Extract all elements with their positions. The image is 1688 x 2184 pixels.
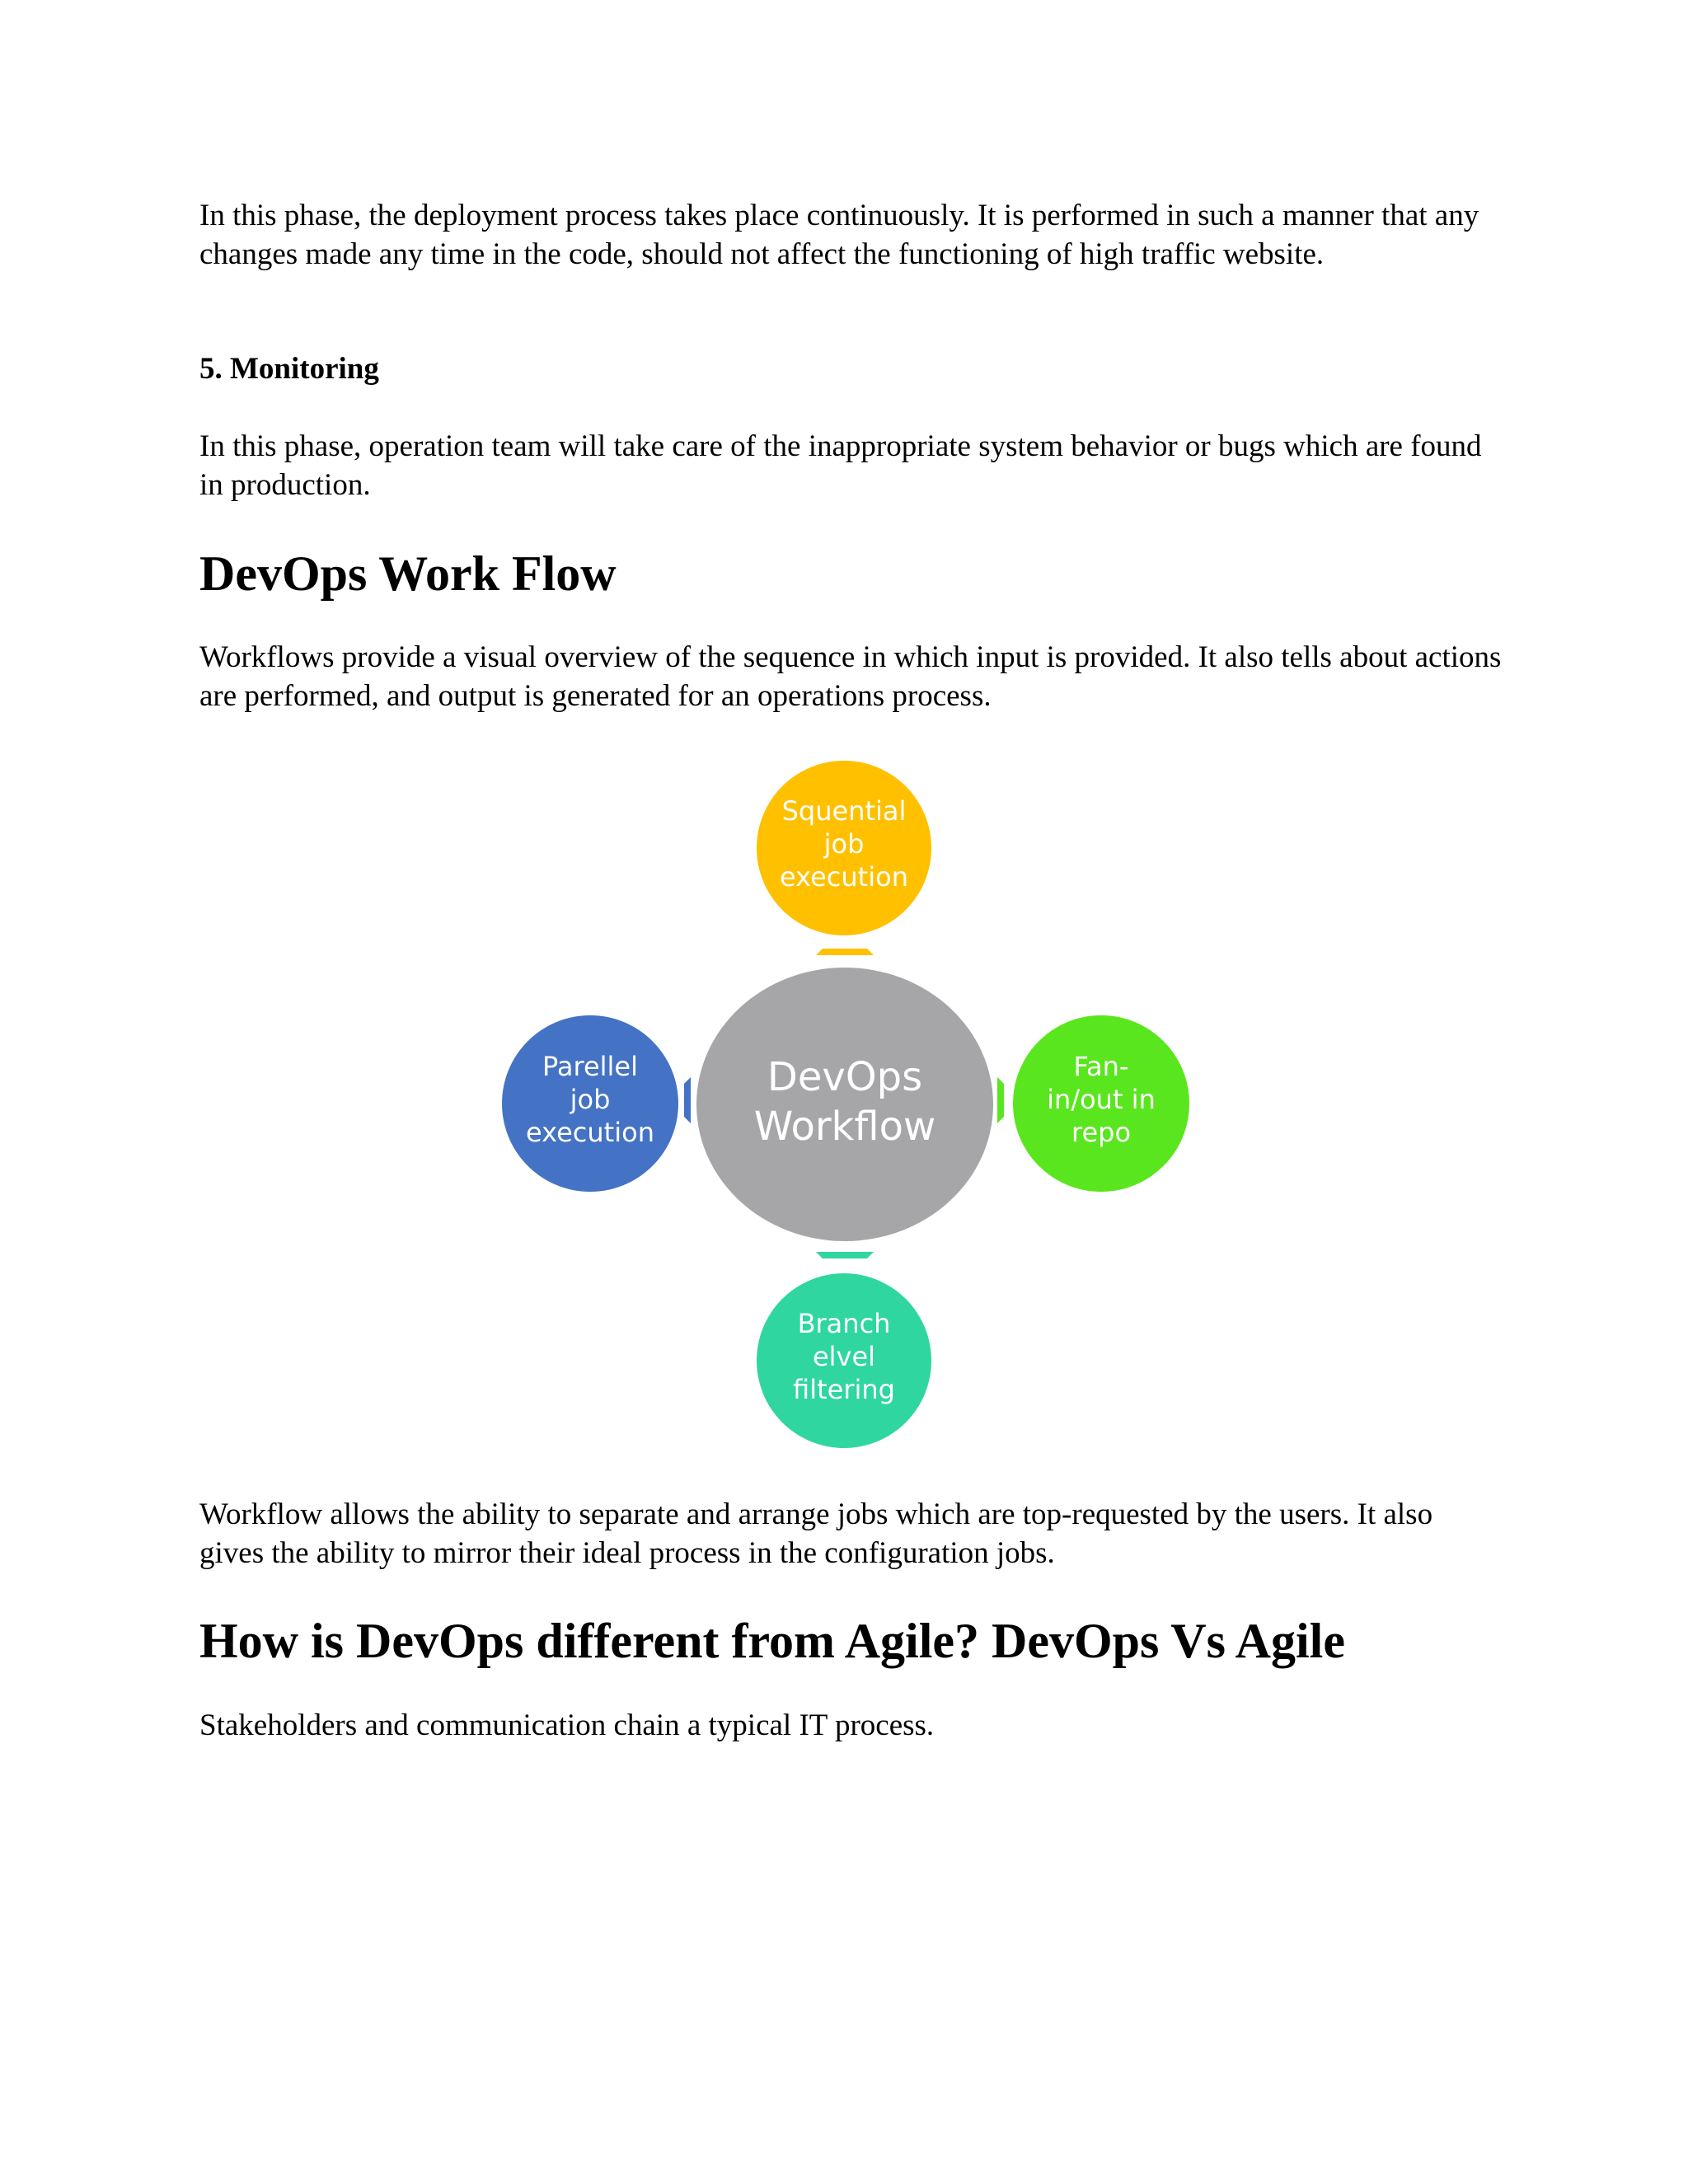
center-node xyxy=(696,968,993,1241)
right-node-line1: Fan- xyxy=(1073,1051,1129,1082)
arrow-up-icon xyxy=(816,949,874,955)
bottom-node-line1: Branch xyxy=(797,1308,891,1339)
left-node-line2: job xyxy=(570,1084,611,1115)
center-node-line1: DevOps xyxy=(767,1054,923,1100)
top-node-line1: Squential xyxy=(781,795,907,827)
bottom-node-line2: elvel xyxy=(812,1341,876,1372)
agile-intro-paragraph: Stakeholders and communication chain a typical IT process. xyxy=(199,1708,935,1742)
workflow-after-paragraph: Workflow allows the ability to separate and arrange jobs which are top-requested by the users. It also gives the ability to mirror their ideal process in the configuration jobs. xyxy=(199,1497,1433,1570)
bottom-node-line3: filtering xyxy=(793,1374,895,1405)
left-node-line1: Parellel xyxy=(542,1051,638,1082)
bottom-node xyxy=(757,1273,931,1448)
top-node-line2: job xyxy=(823,828,865,860)
workflow-heading: DevOps Work Flow xyxy=(199,546,617,601)
right-node-line3: repo xyxy=(1071,1117,1132,1148)
agile-heading: How is DevOps different from Agile? DevOps Vs Agile xyxy=(199,1614,1345,1668)
arrow-right-icon xyxy=(997,1077,1004,1123)
right-node-line2: in/out in xyxy=(1047,1084,1156,1115)
left-node xyxy=(502,1015,678,1192)
arrow-left-icon xyxy=(684,1077,691,1123)
monitoring-heading: 5. Monitoring xyxy=(199,352,379,386)
workflow-intro-paragraph: Workflows provide a visual overview of the sequence in which input is provided. It also tells about actions are performed, and output is generated for an operations process. xyxy=(199,640,1502,713)
monitoring-paragraph: In this phase, operation team will take care of the inappropriate system behavior or bugs which are found in production. xyxy=(199,429,1482,502)
right-node xyxy=(1013,1015,1189,1192)
arrow-down-icon xyxy=(816,1252,874,1258)
top-node-line3: execution xyxy=(780,861,908,893)
center-node-line2: Workflow xyxy=(753,1104,936,1150)
top-node xyxy=(757,761,931,935)
devops-workflow-diagram xyxy=(495,754,1195,1455)
deployment-paragraph: In this phase, the deployment process takes place continuously. It is performed in such a manner that any changes made any time in the code, should not affect the functioning of high traffic website. xyxy=(199,199,1479,271)
left-node-line3: execution xyxy=(526,1117,654,1148)
